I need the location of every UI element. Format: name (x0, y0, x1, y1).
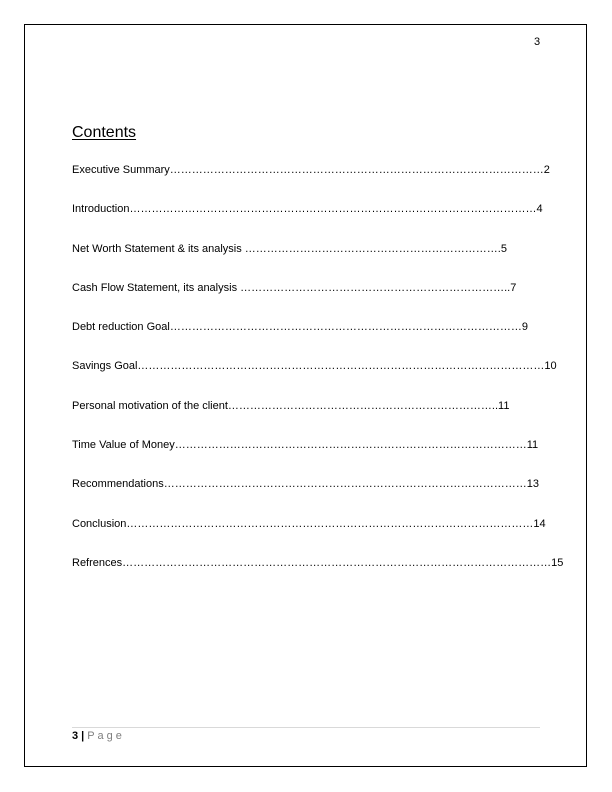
toc-title: Contents (72, 124, 137, 141)
toc-entry-net-worth-statement[interactable]: Net Worth Statement & its analysis …………………………………………………………….5 (72, 242, 507, 255)
footer-page-number: 3 (72, 730, 79, 742)
toc-entry-savings-goal[interactable]: Savings Goal…………………………………………………………………………………………………10 (72, 360, 557, 373)
footer-divider (72, 727, 540, 728)
footer (72, 730, 125, 742)
toc-entry-conclusion[interactable]: Conclusion…………………………………………………………………………………………………14 (72, 517, 546, 530)
toc-entry-debt-reduction-goal[interactable]: Debt reduction Goal……………………………………………………………………………………9 (72, 321, 528, 334)
footer-separator: | (81, 730, 85, 742)
header-page-number: 3 (534, 36, 541, 48)
footer-page-label: Page (87, 730, 125, 742)
toc-entry-references[interactable]: Refrences………………………………………………………………………………………………………15 (72, 556, 564, 569)
toc-entry-executive-summary[interactable]: Executive Summary…………………………………………………………………………………………2 (72, 164, 550, 176)
toc-list (72, 164, 563, 596)
toc-entry-recommendations[interactable]: Recommendations………………………………………………………………………………………13 (72, 478, 539, 491)
toc-entry-personal-motivation[interactable]: Personal motivation of the client………………………………………………………………..11 (72, 399, 510, 412)
toc-entry-cash-flow-statement[interactable]: Cash Flow Statement, its analysis ………………………………………………………………..7 (72, 281, 517, 294)
toc-entry-introduction[interactable]: Introduction…………………………………………………………………………………………………4 (72, 203, 543, 216)
toc-entry-time-value-of-money[interactable]: Time Value of Money……………………………………………………………………………………11 (72, 439, 539, 452)
